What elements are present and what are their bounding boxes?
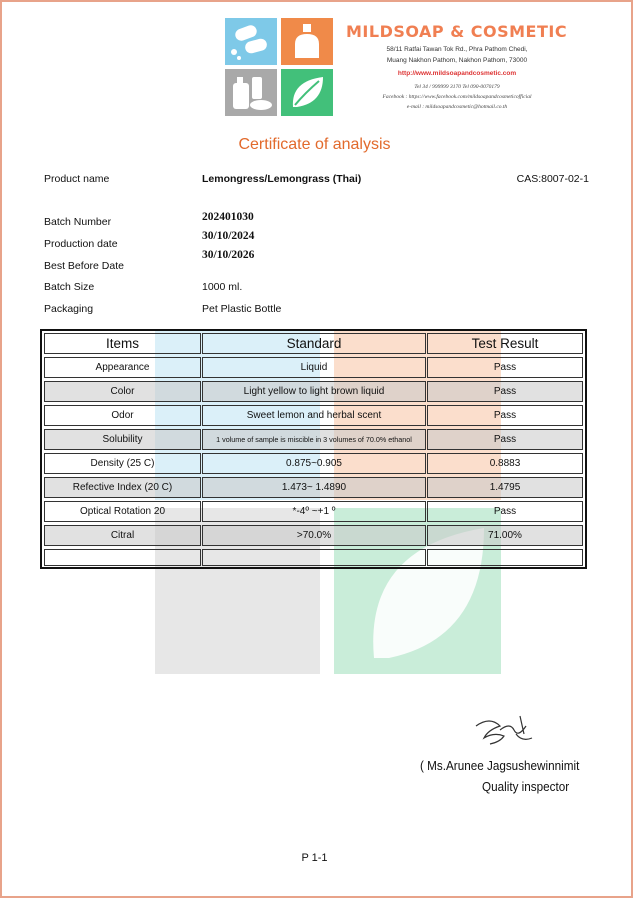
standard-cell: Light yellow to light brown liquid <box>202 381 426 402</box>
batch-size-value: 1000 ml. <box>202 281 243 293</box>
result-cell: 0.8883 <box>427 453 583 474</box>
packaging-value: Pet Plastic Bottle <box>202 303 282 315</box>
item-cell: Refective Index (20 C) <box>44 477 201 498</box>
header-standard: Standard <box>202 333 426 354</box>
standard-cell: Sweet lemon and herbal scent <box>202 405 426 426</box>
table-row <box>42 500 585 524</box>
inspector-role: Quality inspector <box>482 779 570 794</box>
table-row <box>42 404 585 428</box>
company-address-line-2: Muang Nakhon Pathom, Nakhon Pathom, 73000 <box>386 57 528 64</box>
company-email: e-mail : mildsoapandcosmetic@hotmail.co.th <box>406 104 508 110</box>
result-cell: Pass <box>427 429 583 450</box>
bottle-icon <box>281 18 333 65</box>
standard-cell: 1.473~ 1.4890 <box>202 477 426 498</box>
cas-number: CAS:8007-02-1 <box>516 173 589 185</box>
company-phone: Tel 34 / 999999 3170 Tel 090-0070179 <box>414 84 500 90</box>
result-cell: Pass <box>427 501 583 522</box>
result-cell <box>427 549 583 566</box>
standard-cell <box>202 549 426 566</box>
item-cell: Odor <box>44 405 201 426</box>
item-cell: Density (25 C) <box>44 453 201 474</box>
table-row <box>42 524 585 548</box>
analysis-table <box>40 329 587 569</box>
result-cell: Pass <box>427 381 583 402</box>
inspector-signature <box>470 712 540 757</box>
table-row <box>42 356 585 380</box>
table-row <box>42 428 585 452</box>
table-row <box>42 380 585 404</box>
result-cell: Pass <box>427 405 583 426</box>
company-name: MILDSOAP & COSMETIC <box>346 22 568 41</box>
item-cell: Optical Rotation 20 <box>44 501 201 522</box>
best-before-label: Best Before Date <box>44 260 124 272</box>
document-title: Certificate of analysis <box>238 136 391 153</box>
soap-bars-icon <box>225 18 277 65</box>
batch-number-label: Batch Number <box>44 216 112 228</box>
header-items: Items <box>44 333 201 354</box>
item-cell: Appearance <box>44 357 201 378</box>
batch-size-label: Batch Size <box>44 281 95 293</box>
product-name-value: Lemongress/Lemongrass (Thai) <box>202 173 362 185</box>
table-row-empty <box>42 548 585 567</box>
standard-cell: 0.875~0.905 <box>202 453 426 474</box>
leaf-icon <box>281 69 333 116</box>
table-row <box>42 476 585 500</box>
cosmetic-containers-icon <box>225 69 277 116</box>
item-cell <box>44 549 201 566</box>
standard-cell: *-4º ~+1 º <box>202 501 426 522</box>
company-address-line-1: 58/11 Ratfai Tawan Tok Rd., Phra Pathom Chedi, <box>386 46 528 53</box>
table-header-row <box>42 332 585 356</box>
result-cell: Pass <box>427 357 583 378</box>
production-date-value: 30/10/2024 <box>202 230 255 242</box>
standard-cell: >70.0% <box>202 525 426 546</box>
company-facebook: Facebook : https://www.facebook.com/mildsoapandcosmeticofficial <box>382 94 532 100</box>
batch-number-value: 202401030 <box>202 211 254 223</box>
standard-cell: Liquid <box>202 357 426 378</box>
table-row <box>42 452 585 476</box>
page-number: P 1-1 <box>301 852 328 864</box>
result-cell: 71.00% <box>427 525 583 546</box>
inspector-name: ( Ms.Arunee Jagsushewinnimit <box>420 758 580 773</box>
company-logo <box>225 18 333 116</box>
result-cell: 1.4795 <box>427 477 583 498</box>
header-test-result: Test Result <box>427 333 583 354</box>
item-cell: Color <box>44 381 201 402</box>
production-date-label: Production date <box>44 238 118 250</box>
packaging-label: Packaging <box>44 303 94 315</box>
item-cell: Citral <box>44 525 201 546</box>
standard-cell: 1 volume of sample is miscible in 3 volumes of 70.0% ethanol <box>202 429 426 450</box>
company-website[interactable]: http://www.mildsoapandcosmetic.com <box>397 70 517 77</box>
best-before-value: 30/10/2026 <box>202 249 255 261</box>
item-cell: Solubility <box>44 429 201 450</box>
product-name-label: Product name <box>44 173 110 185</box>
